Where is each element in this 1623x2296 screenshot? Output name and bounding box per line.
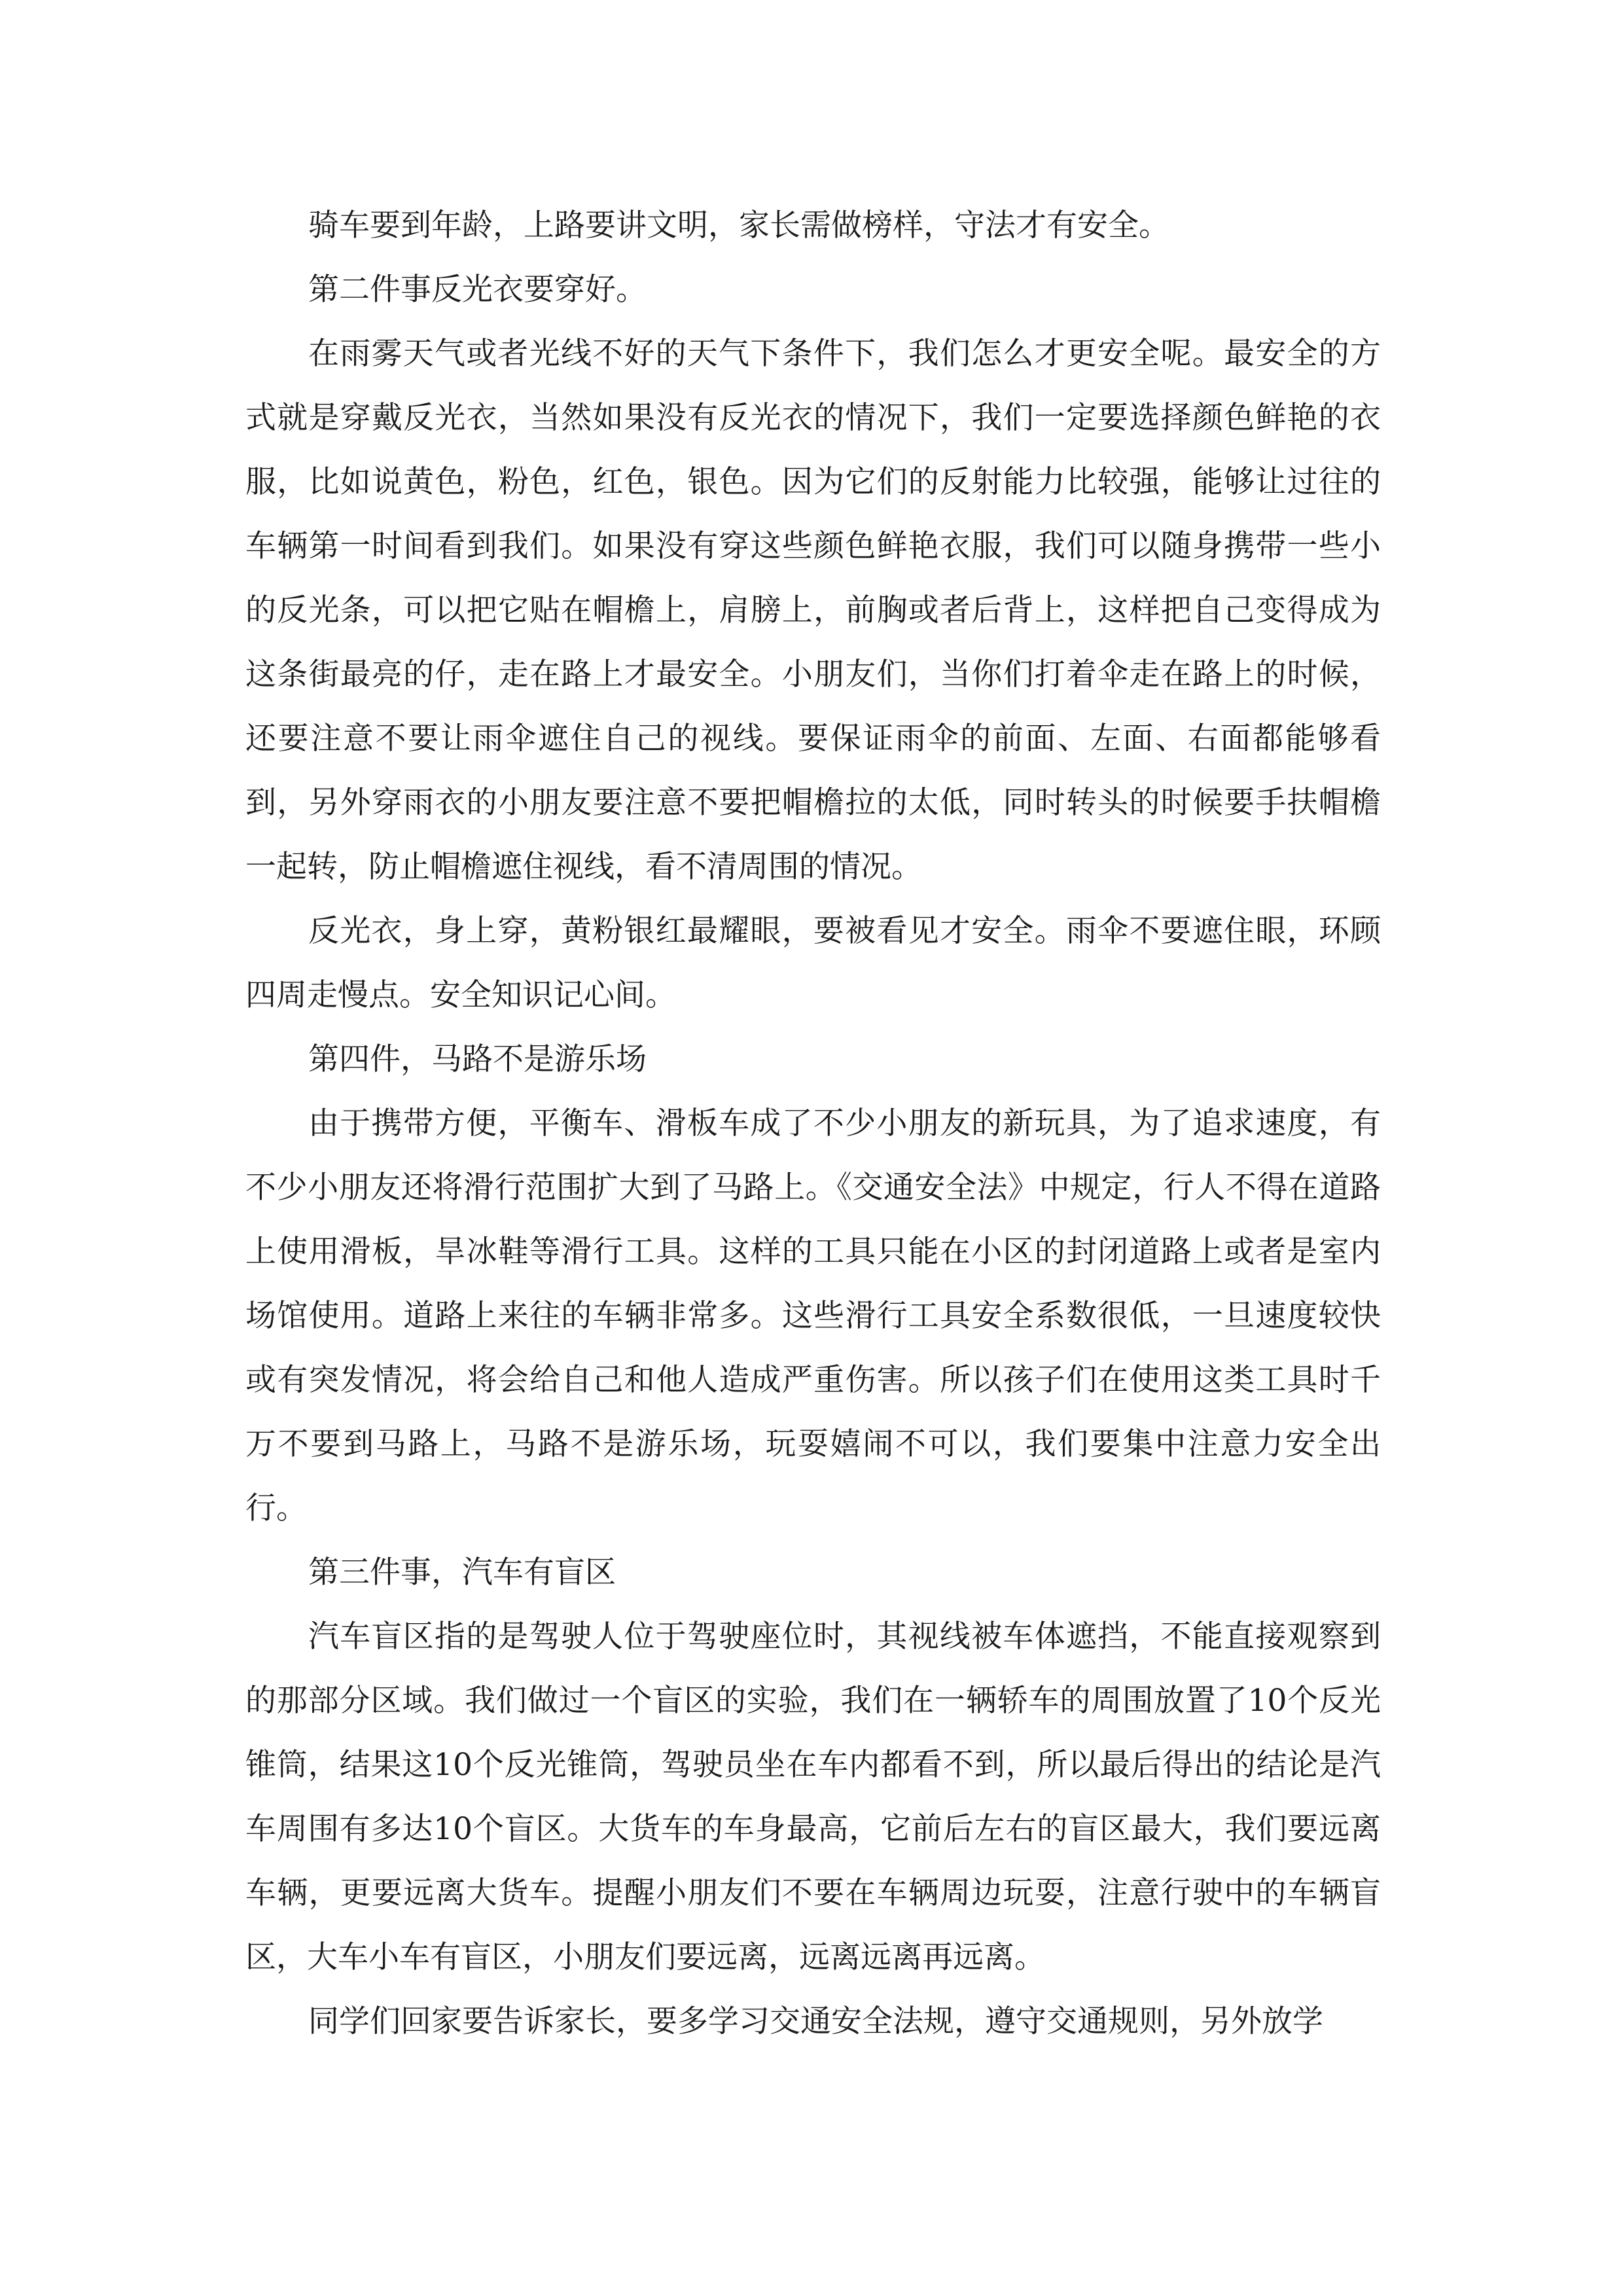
paragraph-reflective-rhyme: 反光衣，身上穿，黄粉银红最耀眼，要被看见才安全。雨伞不要遮住眼，环顾四周走慢点。安全知识记心间。 [245, 913, 1381, 1013]
heading-third-blind-spots: 第三件事，汽车有盲区 [308, 1554, 616, 1590]
paragraph-scooters-on-road: 由于携带方便，平衡车、滑板车成了不少小朋友的新玩具，为了追求速度，有不少小朋友还将滑行范围扩大到了马路上。《交通安全法》中规定，行人不得在道路上使用滑板，旱冰鞋等滑行工具。这样的工具只能在小区的封闭道路上或者是室内场馆使用。道路上来往的车辆非常多。这些滑行工具安全系数很低，一旦速度较快或有突发情况，将会给自己和他人造成严重伤害。所以孩子们在使用这类工具时千万不要到马路上，马路不是游乐场，玩耍嬉闹不可以，我们要集中注意力安全出行。 [245, 1105, 1381, 1526]
paragraph-reflective-clothing: 在雨雾天气或者光线不好的天气下条件下，我们怎么才更安全呢。最安全的方式就是穿戴反光衣，当然如果没有反光衣的情况下，我们一定要选择颜色鲜艳的衣服，比如说黄色，粉色，红色，银色。因为它们的反射能力比较强，能够让过往的车辆第一时间看到我们。如果没有穿这些颜色鲜艳衣服，我们可以随身携带一些小的反光条，可以把它贴在帽檐上，肩膀上，前胸或者后背上，这样把自己变得成为这条街最亮的仔，走在路上才最安全。小朋友们，当你们打着伞走在路上的时候，还要注意不要让雨伞遮住自己的视线。要保证雨伞的前面、左面、右面都能够看到，另外穿雨衣的小朋友要注意不要把帽檐拉的太低，同时转头的时候要手扶帽檐一起转，防止帽檐遮住视线，看不清周围的情况。 [245, 336, 1381, 885]
heading-second-reflective-vest: 第二件事反光衣要穿好。 [308, 272, 647, 308]
paragraph-tell-parents: 同学们回家要告诉家长，要多学习交通安全法规，遵守交通规则，另外放学 [308, 2003, 1323, 2039]
heading-fourth-road-not-playground: 第四件，马路不是游乐场 [308, 1041, 647, 1077]
body-text [245, 194, 1381, 2054]
paragraph-cycling-rhyme: 骑车要到年龄，上路要讲文明，家长需做榜样，守法才有安全。 [308, 207, 1169, 243]
paragraph-blind-spots: 汽车盲区指的是驾驶人位于驾驶座位时，其视线被车体遮挡，不能直接观察到的那部分区域。我们做过一个盲区的实验，我们在一辆轿车的周围放置了10个反光锥筒，结果这10个反光锥筒，驾驶员坐在车内都看不到，所以最后得出的结论是汽车周围有多达10个盲区。大货车的车身最高，它前后左右的盲区最大，我们要远离车辆，更要远离大货车。提醒小朋友们不要在车辆周边玩耍，注意行驶中的车辆盲区，大车小车有盲区，小朋友们要远离，远离远离再远离。 [245, 1619, 1381, 1975]
